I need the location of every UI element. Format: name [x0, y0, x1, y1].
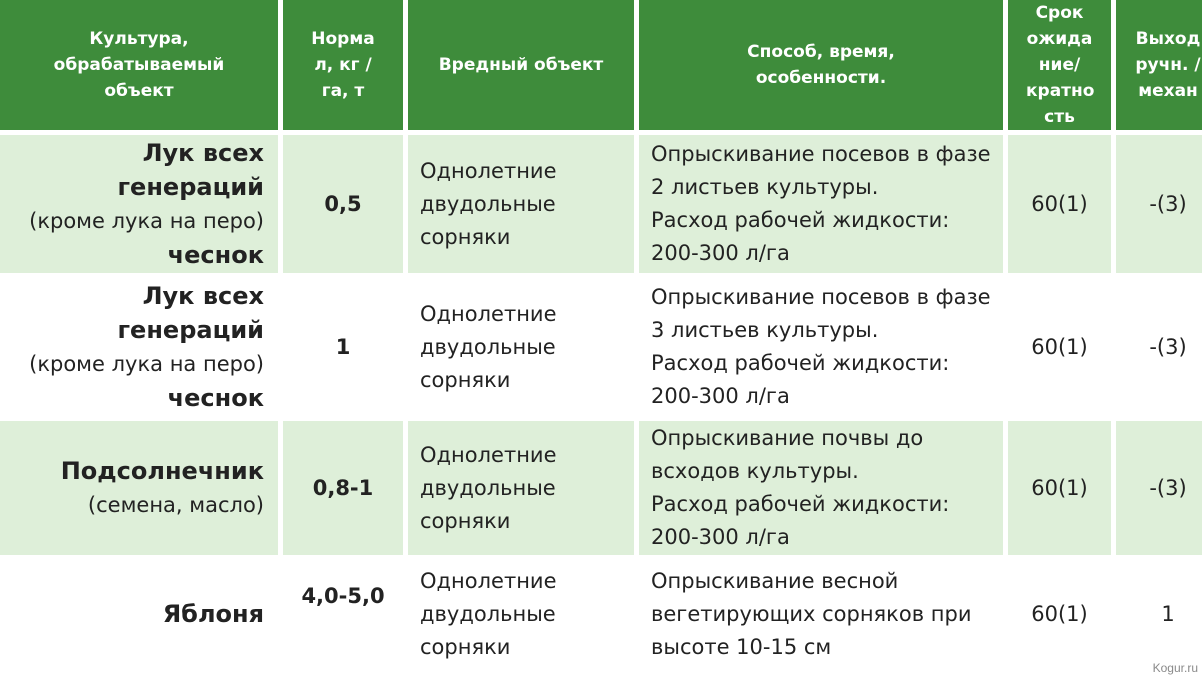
pest-cell — [408, 560, 634, 668]
method-line: Расход рабочей жидкости: — [651, 351, 950, 375]
pest-cell — [408, 135, 634, 273]
pest-line: сорняки — [420, 367, 511, 392]
method-line: Опрыскивание посевов в фазе — [651, 142, 991, 166]
method-cell — [639, 421, 1003, 555]
rate-cell: 0,8-1 — [283, 421, 403, 555]
crop-cell — [0, 421, 278, 555]
method-line: Опрыскивание весной — [651, 568, 899, 593]
method-line: всходов культуры. — [651, 459, 859, 483]
header-pest: Вредный объект — [408, 0, 634, 130]
crop-name: генераций — [117, 173, 264, 201]
method-line: Расход рабочей жидкости: — [651, 492, 950, 516]
wait-cell: 60(1) — [1008, 421, 1111, 555]
crop-name: чеснок — [167, 384, 264, 412]
crop-cell — [0, 560, 278, 668]
crop-cell — [0, 278, 278, 416]
crop-name: Лук всех — [142, 139, 264, 167]
pest-line: двудольные — [420, 475, 556, 500]
wait-cell: 60(1) — [1008, 560, 1111, 668]
exit-cell: -(3) — [1116, 278, 1202, 416]
header-exit: Выход ручн. /механ — [1116, 0, 1202, 130]
rate-cell: 1 — [283, 278, 403, 416]
crop-name: Лук всех — [142, 282, 264, 310]
table-row — [0, 421, 1202, 555]
method-line: вегетирующих сорняков при — [651, 601, 972, 626]
pest-line: Однолетние — [420, 158, 557, 183]
method-line: 2 листьев культуры. — [651, 175, 879, 199]
crop-note: (семена, масло) — [87, 493, 264, 517]
method-cell — [639, 560, 1003, 668]
pest-line: сорняки — [420, 224, 511, 249]
crop-name: Яблоня — [162, 600, 264, 628]
table-row — [0, 278, 1202, 416]
pest-line: двудольные — [420, 601, 556, 626]
method-cell — [639, 135, 1003, 273]
method-line: 200-300 л/га — [651, 384, 790, 408]
rate-cell: 4,0-5,0 — [283, 560, 403, 668]
pest-cell — [408, 421, 634, 555]
pest-line: Однолетние — [420, 442, 557, 467]
method-line: 200-300 л/га — [651, 241, 790, 265]
pest-line: двудольные — [420, 334, 556, 359]
method-line: Расход рабочей жидкости: — [651, 208, 950, 232]
exit-cell: -(3) — [1116, 421, 1202, 555]
pest-line: Однолетние — [420, 568, 557, 593]
method-line: высоте 10-15 см — [651, 634, 832, 659]
method-line: 200-300 л/га — [651, 525, 790, 549]
header-crop: Культура, обрабатываемый объект — [0, 0, 278, 130]
pest-line: Однолетние — [420, 301, 557, 326]
header-wait: Срок ожида ние/ кратно сть — [1008, 0, 1111, 130]
exit-cell: -(3) — [1116, 135, 1202, 273]
watermark: Kogur.ru — [1152, 661, 1198, 675]
crop-cell — [0, 135, 278, 273]
method-line: Опрыскивание посевов в фазе — [651, 285, 991, 309]
crop-note: (кроме лука на перо) — [29, 209, 264, 233]
method-cell — [639, 278, 1003, 416]
header-method: Способ, время, особенности. — [639, 0, 1003, 130]
method-line: 3 листьев культуры. — [651, 318, 879, 342]
table-header-row — [0, 0, 1202, 130]
wait-cell: 60(1) — [1008, 278, 1111, 416]
crop-name: чеснок — [167, 241, 264, 269]
pest-line: сорняки — [420, 508, 511, 533]
crop-note: (кроме лука на перо) — [29, 352, 264, 376]
crop-name: генераций — [117, 316, 264, 344]
method-line: Опрыскивание почвы до — [651, 426, 924, 450]
rate-cell: 0,5 — [283, 135, 403, 273]
pest-cell — [408, 278, 634, 416]
header-rate: Норма л, кг / га, т — [283, 0, 403, 130]
table-row — [0, 560, 1202, 668]
exit-cell: 1 — [1116, 560, 1202, 668]
pest-line: двудольные — [420, 191, 556, 216]
crop-name: Подсолнечник — [60, 457, 264, 485]
pest-line: сорняки — [420, 634, 511, 659]
table-row — [0, 135, 1202, 273]
wait-cell: 60(1) — [1008, 135, 1111, 273]
